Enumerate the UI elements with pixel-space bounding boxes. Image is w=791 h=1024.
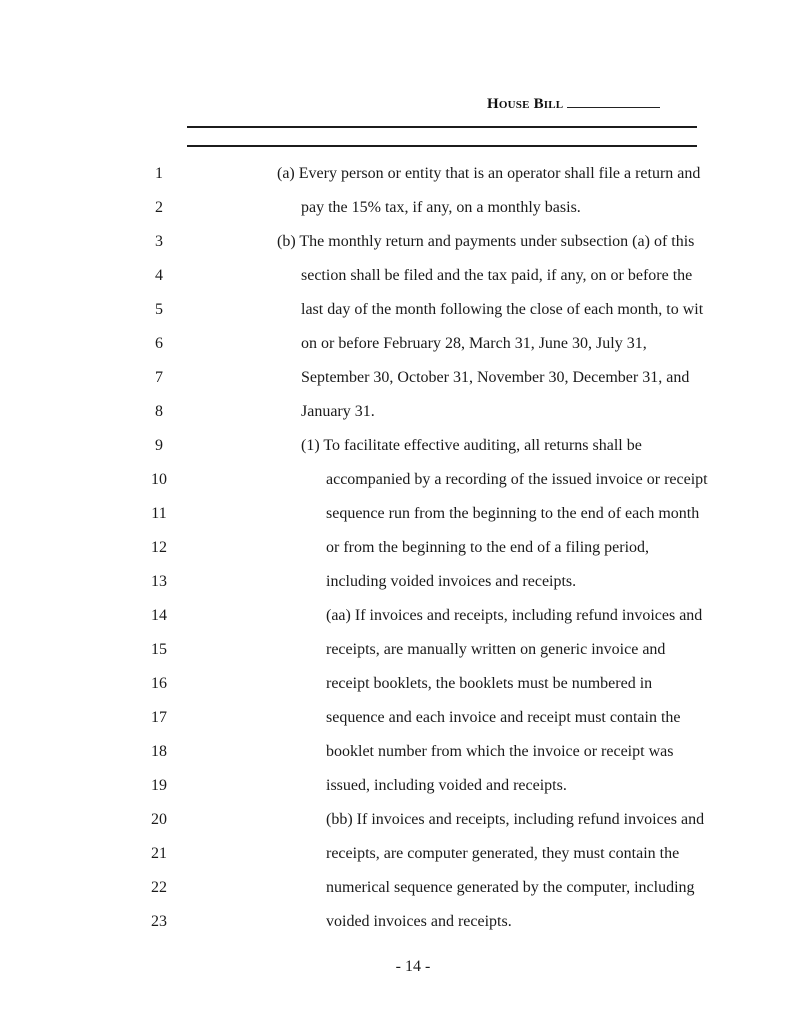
- numbered-line: [0, 163, 791, 185]
- line-text: voided invoices and receipts.: [326, 913, 512, 930]
- numbered-line: [0, 775, 791, 797]
- numbered-line: [0, 537, 791, 559]
- numbered-line: [0, 639, 791, 661]
- line-number: 21: [151, 845, 167, 862]
- line-text: (b) The monthly return and payments under subsection (a) of this: [277, 233, 695, 250]
- line-text: receipts, are manually written on generic invoice and: [326, 641, 666, 658]
- numbered-line: [0, 809, 791, 831]
- line-text: (1) To facilitate effective auditing, all returns shall be: [301, 437, 642, 454]
- line-number: 16: [151, 675, 167, 692]
- line-number: 11: [151, 505, 167, 522]
- line-text: receipts, are computer generated, they must contain the: [326, 845, 680, 862]
- numbered-line: [0, 299, 791, 321]
- numbered-line: [0, 741, 791, 763]
- numbered-line: [0, 707, 791, 729]
- bill-number-blank: [567, 93, 660, 108]
- line-number: 22: [151, 879, 167, 896]
- line-number: 5: [155, 301, 163, 318]
- line-text: sequence run from the beginning to the end of each month: [326, 505, 700, 522]
- line-number: 15: [151, 641, 167, 658]
- line-number: 8: [155, 403, 163, 420]
- line-number: 6: [155, 335, 163, 352]
- line-text: issued, including voided and receipts.: [326, 777, 567, 794]
- line-text: sequence and each invoice and receipt must contain the: [326, 709, 681, 726]
- line-text: (bb) If invoices and receipts, including refund invoices and: [326, 811, 705, 828]
- bill-header-title: House Bill: [487, 96, 564, 112]
- line-number: 3: [155, 233, 163, 250]
- line-number: 19: [151, 777, 167, 794]
- line-number: 14: [151, 607, 167, 624]
- line-text: numerical sequence generated by the computer, including: [326, 879, 695, 896]
- line-number: 18: [151, 743, 167, 760]
- line-number: 13: [151, 573, 167, 590]
- header-rule-bottom: [187, 145, 697, 147]
- bill-header: [487, 93, 660, 113]
- line-text: (a) Every person or entity that is an operator shall file a return and: [277, 165, 701, 182]
- line-text: receipt booklets, the booklets must be numbered in: [326, 675, 653, 692]
- line-text: section shall be filed and the tax paid, if any, on or before the: [301, 267, 693, 284]
- line-text: September 30, October 31, November 30, December 31, and: [301, 369, 690, 386]
- line-text: booklet number from which the invoice or receipt was: [326, 743, 674, 760]
- line-number: 1: [155, 165, 163, 182]
- line-text: January 31.: [301, 403, 375, 420]
- numbered-line: [0, 571, 791, 593]
- numbered-line: [0, 877, 791, 899]
- line-text: (aa) If invoices and receipts, including refund invoices and: [326, 607, 703, 624]
- numbered-line: [0, 503, 791, 525]
- line-number: 17: [151, 709, 167, 726]
- numbered-line: [0, 333, 791, 355]
- line-number: 10: [151, 471, 167, 488]
- line-text: or from the beginning to the end of a filing period,: [326, 539, 650, 556]
- numbered-line: [0, 435, 791, 457]
- line-number: 23: [151, 913, 167, 930]
- line-text: including voided invoices and receipts.: [326, 573, 577, 590]
- numbered-line: [0, 231, 791, 253]
- line-number: 12: [151, 539, 167, 556]
- header-rule-top: [187, 126, 697, 128]
- numbered-line: [0, 469, 791, 491]
- line-number: 2: [155, 199, 163, 216]
- numbered-line: [0, 265, 791, 287]
- line-text: last day of the month following the close of each month, to wit: [301, 301, 704, 318]
- numbered-line: [0, 197, 791, 219]
- line-text: on or before February 28, March 31, June 30, July 31,: [301, 335, 647, 352]
- line-text: accompanied by a recording of the issued invoice or receipt: [326, 471, 708, 488]
- line-number: 20: [151, 811, 167, 828]
- line-number: 9: [155, 437, 163, 454]
- page-number: - 14 -: [395, 958, 431, 975]
- line-text: pay the 15% tax, if any, on a monthly basis.: [301, 199, 581, 216]
- numbered-line: [0, 911, 791, 933]
- numbered-line: [0, 673, 791, 695]
- line-number: 4: [155, 267, 163, 284]
- numbered-line: [0, 843, 791, 865]
- line-number: 7: [155, 369, 163, 386]
- numbered-line: [0, 605, 791, 627]
- numbered-line: [0, 401, 791, 423]
- numbered-line: [0, 367, 791, 389]
